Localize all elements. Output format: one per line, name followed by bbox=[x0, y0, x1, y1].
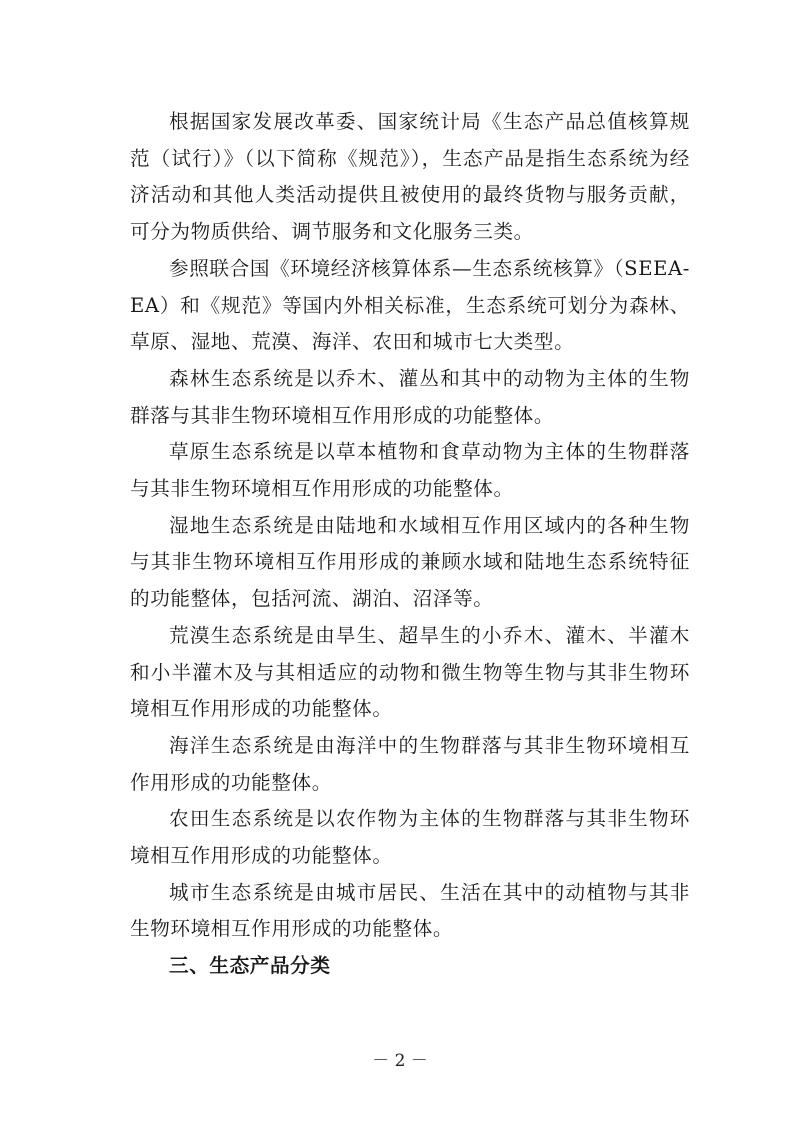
paragraph-desert: 荒漠生态系统是由旱生、超旱生的小乔木、灌木、半灌木和小半灌木及与其相适应的动物和微生物等生物与其非生物环境相互作用形成的功能整体。 bbox=[130, 623, 690, 721]
section-heading: 三、生态产品分类 bbox=[169, 954, 331, 978]
paragraph-farmland: 农田生态系统是以农作物为主体的生物群落与其非生物环境相互作用形成的功能整体。 bbox=[130, 807, 690, 868]
paragraph-forest: 森林生态系统是以乔木、灌丛和其中的动物为主体的生物群落与其非生物环境相互作用形成的功能整体。 bbox=[130, 366, 690, 427]
paragraph-urban: 城市生态系统是由城市居民、生活在其中的动植物与其非生物环境相互作用形成的功能整体。 bbox=[130, 880, 690, 941]
page-number: － 2 － bbox=[372, 1051, 428, 1071]
paragraph-ocean: 海洋生态系统是由海洋中的生物群落与其非生物环境相互作用形成的功能整体。 bbox=[130, 733, 690, 794]
paragraph-ecosystem-types: 参照联合国《环境经济核算体系—生态系统核算》（SEEA-EA）和《规范》等国内外相关标准，生态系统可划分为森林、草原、湿地、荒漠、海洋、农田和城市七大类型。 bbox=[130, 256, 690, 354]
paragraph-definition: 根据国家发展改革委、国家统计局《生态产品总值核算规范（试行）》（以下简称《规范》），生态产品是指生态系统为经济活动和其他人类活动提供且被使用的最终货物与服务贡献，可分为物质供给、调节服务和文化服务三类。 bbox=[130, 110, 690, 244]
document-body bbox=[130, 104, 690, 985]
paragraph-grassland: 草原生态系统是以草本植物和食草动物为主体的生物群落与其非生物环境相互作用形成的功能整体。 bbox=[130, 440, 690, 501]
paragraph-wetland: 湿地生态系统是由陆地和水域相互作用区域内的各种生物与其非生物环境相互作用形成的兼顾水域和陆地生态系统特征的功能整体，包括河流、湖泊、沼泽等。 bbox=[130, 513, 690, 611]
